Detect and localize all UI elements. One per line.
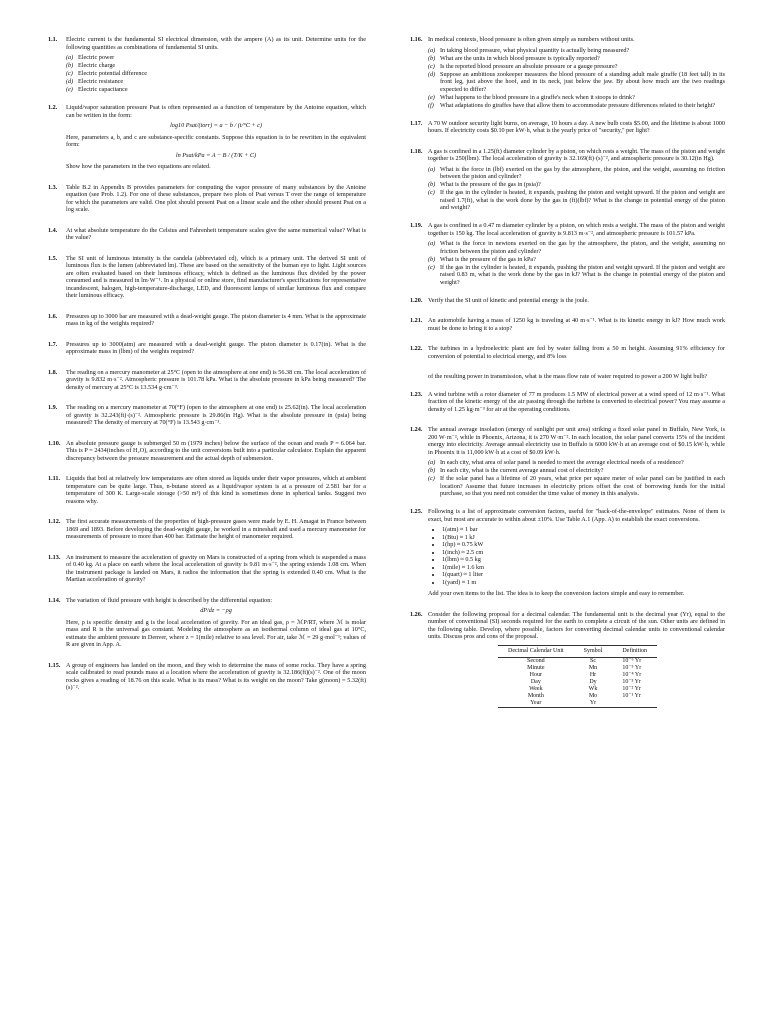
sub-question-label: (c)	[428, 475, 435, 482]
problem-body	[428, 508, 725, 601]
table-cell: Sc	[589, 657, 596, 664]
conversion-item: • 1(Btu) ≈ 1 kJ	[442, 534, 725, 542]
conversion-item: • 1(yard) ≈ 1 m	[442, 579, 725, 587]
table-cell: 10⁻² Yr	[622, 685, 641, 692]
problem-text: At what absolute temperature do the Celsius and Fahrenheit temperature scales give the same numerical value? What is the value?	[66, 226, 366, 241]
problem-body	[66, 440, 366, 466]
equation: log10 Psat/(torr) = a − b / (t/°C + c)	[170, 122, 262, 129]
problem-body	[428, 317, 725, 335]
problem-number: 1.22.	[410, 345, 423, 352]
problem-body	[66, 36, 366, 94]
table-cell: Dy	[589, 678, 597, 685]
problem-number: 1.26.	[410, 610, 423, 618]
problem-body	[66, 369, 366, 395]
problem-body	[428, 36, 725, 110]
sub-question-label: (c)	[428, 263, 435, 271]
problem-text: Consider the following proposal for a decimal calendar. The fundamental unit is the decimal year (Yr), equal to the number of conventional (SI) seconds required for the earth to complete a circuit of the sun. Other units are defined in the following table. Develop, where possible, factors for converting decimal calendar units to conventional calendar units. Discuss pros and cons of the proposal.	[428, 610, 725, 640]
problem-1-25	[410, 508, 725, 601]
problem-body	[428, 391, 725, 417]
problem-number: 1.19.	[410, 222, 423, 229]
problem-text: Show how the parameters in the two equations are related.	[66, 163, 211, 170]
problem-text: A gas is confined in a 0.47 m diameter cylinder by a piston, on which rests a weight. The mass of the piston and weight together is 150 kg. The local acceleration of gravity is 9.813 m·s⁻², and atmospheric pressure is 101.57 kPa.	[428, 222, 725, 237]
sub-question-text: Electric potential difference	[78, 70, 147, 77]
problem-body	[428, 426, 725, 498]
sub-question-text: What is the force in newtons exerted on the gas by the atmosphere, the piston, and the weight, assuming no friction between the piston and cylinder?	[440, 240, 725, 255]
sub-question-label: (e)	[428, 93, 435, 101]
sub-question	[428, 240, 725, 255]
problem-text: The annual average insolation (energy of sunlight per unit area) striking a fixed solar panel in Buffalo, New York, is 200 W·m⁻², while in Phoenix, Arizona, it is 270 W·m⁻². In each location, the solar panel converts 15% of the incident energy into electricity. Average annual electricity use in Buffalo is 6000 kW·h at an average cost of $0.15 kW·h, while in Phoenix it is 11,000 kW·h at a cost of $0.09 kW·h.	[428, 426, 725, 456]
problem-text: The reading on a mercury manometer at 70(°F) (open to the atmosphere at one end) is 25.62(in). The local acceleration of gravity is 32.243(ft)·(s)⁻². Atmospheric pressure is 29.86(in Hg). What is the absolute pressure in (psia) being measured? The density of mercury at 70(°F) is 13.543 g·cm⁻³.	[66, 404, 366, 426]
problem-text: An instrument to measure the acceleration of gravity on Mars is constructed of a spring from which is suspended a mass of 0.40 kg. At a place on earth where the local acceleration of gravity is 9.81 m·s⁻², the spring extends 1.08 cm. When the instrument package is landed on Mars, it radios the information that the spring is extended 0.40 cm. What is the Martian acceleration of gravity?	[66, 553, 366, 583]
problem-1-17	[410, 120, 725, 138]
problem-number: 1.21.	[410, 317, 423, 324]
problem-1-18	[410, 148, 725, 213]
problem-body	[66, 404, 366, 430]
sub-question-label: (a)	[428, 459, 436, 466]
sub-question-label: (a)	[428, 46, 436, 54]
problem-number: 1.20.	[410, 296, 423, 304]
problem-body	[66, 518, 366, 544]
sub-question-list	[428, 240, 725, 286]
conversion-item: • 1(quart) ≈ 1 liter	[442, 571, 725, 579]
problem-text: Liquids that boil at relatively low temperatures are often stored as liquids under their vapor pressures, which at ambient temperature can be quite large. Thus, n-butane stored as a liquid/vapor system is at a pressure of 2.581 bar for a temperature of 300 K. Large-scale storage (>50 m³) of this kind is sometimes done in spherical tanks. Suggest two reasons why.	[66, 475, 366, 505]
problem-body	[66, 554, 366, 587]
table-row	[498, 686, 657, 693]
problem-body	[428, 611, 725, 708]
sub-question-label: (c)	[66, 70, 73, 77]
sub-question-label: (d)	[428, 70, 436, 78]
table-cell: 10⁻¹ Yr	[622, 692, 641, 699]
table-cell: Week	[529, 685, 543, 692]
sub-question	[428, 181, 725, 189]
conversion-item: • 1(inch) ≈ 2.5 cm	[442, 549, 725, 557]
sub-question-text: What is the pressure of the gas in kPa?	[440, 255, 536, 263]
problem-number: 1.5.	[48, 254, 58, 262]
sub-question-list	[428, 166, 725, 212]
sub-question-text: Suppose an ambitious zookeeper measures the blood pressure of a standing adult male giraffe (18 feet tall) in its front leg, just above the hoof, and in its neck, just below the jaw. By about how much are the two readings expected to differ?	[440, 70, 725, 93]
problem-text: Verify that the SI unit of kinetic and potential energy is the joule.	[428, 296, 589, 304]
problem-1-21	[410, 317, 725, 335]
problem-1-24	[410, 426, 725, 498]
problem-number: 1.9.	[48, 404, 58, 411]
table-cell: 10⁻⁵ Yr	[622, 664, 642, 671]
sub-question-list	[66, 54, 366, 94]
sub-question-label: (b)	[428, 181, 436, 188]
problem-body	[66, 104, 366, 174]
problem-number: 1.12.	[48, 518, 61, 525]
sub-question	[428, 47, 725, 55]
problem-1-23	[410, 391, 725, 417]
problem-body	[428, 222, 725, 287]
table-row	[498, 657, 657, 665]
column-header: Symbol	[574, 645, 613, 657]
problem-body	[66, 255, 366, 303]
table-row	[498, 679, 657, 686]
problem-number: 1.11.	[48, 475, 61, 482]
problem-1-11	[48, 475, 366, 508]
table-row	[498, 693, 657, 700]
problem-number: 1.3.	[48, 183, 58, 191]
conversion-list	[428, 526, 725, 586]
problem-number: 1.14.	[48, 596, 61, 604]
problem-1-9	[48, 404, 366, 430]
problem-1-6	[48, 313, 366, 331]
problem-1-2	[48, 104, 366, 174]
decimal-calendar-table	[498, 645, 657, 708]
problem-number: 1.2.	[48, 104, 58, 111]
sub-question	[428, 264, 725, 287]
problem-number: 1.15.	[48, 661, 61, 669]
problem-1-8	[48, 369, 366, 395]
problem-1-7	[48, 341, 366, 359]
problem-body	[66, 184, 366, 217]
sub-question-text: In each city, what area of solar panel is needed to meet the average electrical needs of a residence?	[440, 459, 684, 466]
problem-1-13	[48, 554, 366, 587]
sub-question-text: Electric charge	[78, 62, 116, 69]
problem-1-5	[48, 255, 366, 303]
sub-question	[66, 86, 366, 94]
problem-number: 1.23.	[410, 390, 423, 398]
problem-text: In medical contexts, blood pressure is often given simply as numbers without units.	[428, 36, 635, 43]
conversion-item: • 1(atm) ≈ 1 bar	[442, 526, 725, 534]
column-header: Definition	[612, 645, 657, 657]
table-row	[498, 672, 657, 679]
problem-body	[66, 475, 366, 508]
table-cell: Wk	[588, 685, 598, 692]
problem-number: 1.8.	[48, 368, 58, 376]
sub-question-label: (a)	[66, 54, 74, 61]
sub-question	[428, 459, 725, 467]
sub-question-text: If the gas in the cylinder is heated, it expands, pushing the piston and weight upward. If the piston and weight are raised 0.83 m, what is the work done by the gas in kJ? What is the change in potential energy of the piston and weight?	[440, 263, 725, 286]
problem-number: 1.7.	[48, 340, 58, 348]
problem-text: Following is a list of approximate conversion factors, useful for "back-of-the-envelope" estimates. None of them is exact, but most are accurate to within about ±10%. Use Table A.1 (App. A) to establish the exact conversions.	[428, 508, 725, 523]
problem-1-3	[48, 184, 366, 217]
problem-text: Pressures up to 3000 bar are measured with a dead-weight gauge. The piston diameter is 4 mm. What is the approximate mass in kg of the weights required?	[66, 312, 366, 327]
sub-question	[428, 102, 725, 110]
sub-question-list	[428, 459, 725, 498]
problem-body	[428, 120, 725, 138]
problem-number: 1.25.	[410, 508, 423, 515]
problem-number: 1.4.	[48, 226, 58, 234]
sub-question-label: (c)	[428, 62, 435, 70]
equation: dP/dz = −ρg	[200, 607, 232, 614]
problem-text: The first accurate measurements of the properties of high-pressure gases were made by E. H. Amagat in France between 1869 and 1893. Before developing the dead-weight gauge, he worked in a mineshaft and used a mercury manometer for measurements of pressure to more than 400 bar. Estimate the height of manometer required.	[66, 518, 366, 540]
problem-text: The SI unit of luminous intensity is the candela (abbreviated cd), which is a primary unit. The derived SI unit of luminous flux is the lumen (abbreviated lm). These are based on the sensitivity of the human eye to light. Light sources are often evaluated based on their luminous efficacy, which is defined as the luminous flux divided by the power consumed and is measured in lm·W⁻¹. In a physical or online store, find manufacturer's specifications for representative incandescent, halogen, high-temperature-discharge, LED, and fluorescent lamps of similar luminous flux and compare their luminous efficacy.	[66, 254, 366, 299]
table-cell	[612, 700, 657, 708]
problem-text: The reading on a mercury manometer at 25°C (open to the atmosphere at one end) is 56.38 cm. The local acceleration of gravity is 9.832 m·s⁻². Atmospheric pressure is 101.78 kPa. What is the absolute pressure in kPa being measured? The density of mercury at 25°C is 13.534 g·cm⁻³.	[66, 368, 366, 391]
table-cell: Month	[527, 692, 544, 699]
problem-1-26	[410, 611, 725, 708]
equation: ln Psat/kPa = A − B / (T/K + C)	[175, 151, 257, 159]
sub-question-list	[428, 47, 725, 110]
sub-question	[428, 63, 725, 71]
sub-question-label: (c)	[428, 189, 435, 196]
table-cell: Mo	[588, 692, 598, 699]
sub-question-label: (b)	[428, 255, 436, 263]
conversion-item: • 1(mile) ≈ 1.6 km	[442, 564, 725, 572]
sub-question	[428, 467, 725, 475]
column-header: Decimal Calendar Unit	[498, 645, 574, 657]
problem-1-10	[48, 440, 366, 466]
conversion-item: • 1(hp) ≈ 0.75 kW	[442, 541, 725, 549]
sub-question-text: Electric capacitance	[78, 86, 128, 93]
problem-number: 1.1.	[48, 36, 58, 43]
problem-body	[66, 227, 366, 245]
sub-question-text: What is the pressure of the gas in (psia)?	[440, 181, 541, 188]
table-cell: 10⁻³ Yr	[622, 678, 641, 685]
sub-question-text: Is the reported blood pressure an absolute pressure or a gauge pressure?	[440, 62, 618, 70]
problem-1-1	[48, 36, 366, 94]
problem-number: 1.17.	[410, 119, 423, 127]
problem-1-16	[410, 36, 725, 110]
sub-question-text: If the gas in the cylinder is heated, it expands, pushing the piston and weight upward. If the piston and weight are raised 1.7(ft), what is the work done by the gas in (ft)(lbf)? What is the change in potential energy of the piston and weight?	[440, 189, 725, 211]
sub-question-text: If the solar panel has a lifetime of 20 years, what price per square meter of solar panel can be justified in each location? Assume that future increases in electricity prices offset the cost of borrowing funds for the initial purchase, so that you need not consider the time value of money in this analysis.	[440, 475, 725, 497]
table-row	[498, 700, 657, 708]
problem-body	[428, 148, 725, 213]
problem-body	[428, 297, 725, 308]
problem-text: Table B.2 in Appendix B provides parameters for computing the vapor pressure of many substances by the Antoine equation (see Prob. 1.2). For one of these substances, prepare two plots of Psat versus T over the range of temperature for which the parameters are valid. One plot should present Psat on a linear scale and the other should present Psat on a log scale.	[66, 183, 366, 213]
sub-question-text: What adaptations do giraffes have that allow them to accommodate pressure differences related to their height?	[440, 101, 716, 109]
problem-text: An absolute pressure gauge is submerged 50 m (1979 inches) below the surface of the ocean and reads P = 6.064 bar. This is P = 2434(inches of H₂O), according to the unit conversions built into a particular calculator. Explain the apparent discrepancy between the pressure measurement and the actual depth of submersion.	[66, 439, 366, 462]
problem-1-12	[48, 518, 366, 544]
problem-text: A gas is confined in a 1.25(ft) diameter cylinder by a piston, on which rests a weight. The mass of the piston and weight together is 250(lbm). The local acceleration of gravity is 32.169(ft)·(s)⁻², and atmospheric pressure is 30.12(in Hg).	[428, 147, 725, 162]
problem-1-19	[410, 222, 725, 287]
problem-body	[428, 345, 725, 363]
problem-text: Here, ρ is specific density and g is the local acceleration of gravity. For an ideal gas, ρ = ℳP/RT, where ℳ is molar mass and R is the universal gas constant. Modeling the atmosphere as an isothermal column of ideal gas at 10°C, estimate the ambient pressure in Denver, where z = 1(mile) relative to sea level. For air, take ℳ = 29 g·mol⁻¹; values of R are given in App. A.	[66, 618, 366, 648]
table-cell: Yr	[574, 700, 613, 708]
sub-question-text: Electric power	[78, 54, 115, 61]
sub-question	[428, 475, 725, 498]
sub-question	[428, 55, 725, 63]
left-column	[48, 36, 366, 705]
sub-question-label: (a)	[428, 240, 436, 247]
sub-question	[66, 70, 366, 78]
table-cell: 10⁻⁶ Yr	[622, 657, 642, 664]
table-header-row	[498, 645, 657, 657]
sub-question	[66, 78, 366, 86]
sub-question-text: In taking blood pressure, what physical quantity is actually being measured?	[440, 46, 630, 54]
sub-question-text: What is the force in (lbf) exerted on the gas by the atmosphere, the piston, and the weight, assuming no friction between the piston and cylinder?	[440, 165, 725, 180]
problem-number: 1.13.	[48, 553, 61, 561]
right-column	[410, 36, 725, 718]
problem-text: Add your own items to the list. The idea is to keep the conversion factors simple and easy to remember.	[428, 590, 685, 597]
problem-body	[66, 341, 366, 359]
sub-question-text: Electric resistance	[78, 78, 124, 85]
problem-text: Here, parameters a, b, and c are substance-specific constants. Suppose this equation is to be rewritten in the equivalent form:	[66, 133, 366, 148]
sub-question-label: (b)	[428, 467, 436, 474]
problem-1-4	[48, 227, 366, 245]
problem-number: 1.10.	[48, 439, 61, 447]
table-cell: Minute	[527, 664, 545, 671]
problem-1-15	[48, 662, 366, 695]
sub-question	[428, 166, 725, 181]
sub-question-label: (e)	[66, 86, 73, 93]
table-cell: 10⁻⁴ Yr	[622, 671, 642, 678]
problem-text: An automobile having a mass of 1250 kg is traveling at 40 m·s⁻¹. What is its kinetic energy in kJ? How much work must be done to bring it to a stop?	[428, 317, 725, 332]
sub-question	[428, 256, 725, 264]
problem-text: A group of engineers has landed on the moon, and they wish to determine the mass of some rocks. They have a spring scale calibrated to read pounds mass at a location where the acceleration of gravity is 32.186(ft)(s)⁻². One of the moon rocks gives a reading of 18.76 on this scale. What is its mass? What is its weight on the moon? Take g(moon) = 5.32(ft)(s)⁻².	[66, 661, 366, 691]
problem-body	[66, 313, 366, 331]
sub-question	[66, 62, 366, 70]
sub-question	[428, 189, 725, 212]
sub-question-text: In each city, what is the current average annual cost of electricity?	[440, 467, 604, 474]
problem-body	[66, 662, 366, 695]
sub-question	[428, 71, 725, 94]
problem-body	[66, 597, 366, 652]
table-cell: Mn	[588, 664, 598, 671]
sub-question-label: (d)	[66, 78, 74, 85]
problem-text: A wind turbine with a rotor diameter of 77 m produces 1.5 MW of electrical power at a wind speed of 12 m·s⁻¹. What fraction of the kinetic energy of the air passing through the turbine is converted to electrical power? You may assume a density of 1.25 kg·m⁻³ for air at the operating conditions.	[428, 390, 725, 413]
problem-1-14	[48, 597, 366, 652]
problem-text: Electric current is the fundamental SI electrical dimension, with the ampere (A) as its unit. Determine units for the following quantities as combinations of fundamental SI units.	[66, 36, 366, 51]
sub-question-label: (f)	[428, 101, 434, 109]
problem-number: 1.6.	[48, 312, 58, 320]
sub-question	[66, 54, 366, 62]
problem-number: 1.16.	[410, 36, 423, 43]
table-cell: Year	[498, 700, 574, 708]
table-cell: Day	[530, 678, 541, 685]
sub-question-label: (a)	[428, 165, 436, 173]
table-cell: Hr	[589, 671, 597, 678]
sub-question-label: (b)	[66, 62, 74, 69]
problem-text: Pressures up to 3000(atm) are measured with a dead-weight gauge. The piston diameter is 0.17(in). What is the approximate mass in (lbm) of the weights required?	[66, 340, 366, 355]
sub-question-text: What are the units in which blood pressure is typically reported?	[440, 54, 600, 62]
problem-1-20	[410, 297, 725, 308]
table-cell: Second	[526, 657, 545, 664]
table-cell: Hour	[529, 671, 542, 678]
problem-1-22	[410, 345, 725, 363]
sub-question	[428, 94, 725, 102]
problem-text: A 70 W outdoor security light burns, on average, 10 hours a day. A new bulb costs $5.00, and the lifetime is about 1000 hours. If electricity costs $0.10 per kW·h, what is the yearly price of "security," per light?	[428, 119, 725, 134]
sub-question-text: What happens to the blood pressure in a giraffe's neck when it stoops to drink?	[440, 93, 635, 101]
table-row	[498, 665, 657, 672]
sub-question-label: (b)	[428, 54, 436, 62]
problem-number: 1.18.	[410, 147, 423, 155]
problem-text: Liquid/vapor saturation pressure Psat is often represented as a function of temperature by the Antoine equation, which can be written in the form:	[66, 104, 366, 119]
problem-text: The turbines in a hydroelectric plant are fed by water falling from a 50 m height. Assuming 91% efficiency for conversion of potential to electrical energy, and 8% loss	[428, 345, 725, 360]
conversion-item: • 1(lbm) ≈ 0.5 kg	[442, 556, 725, 564]
problem-text: The variation of fluid pressure with height is described by the differential equation:	[66, 596, 273, 604]
problem-number: 1.24.	[410, 426, 423, 433]
problem-continuation: of the resulting power in transmission, what is the mass flow rate of water required to power a 200 W light bulb?	[428, 373, 708, 380]
